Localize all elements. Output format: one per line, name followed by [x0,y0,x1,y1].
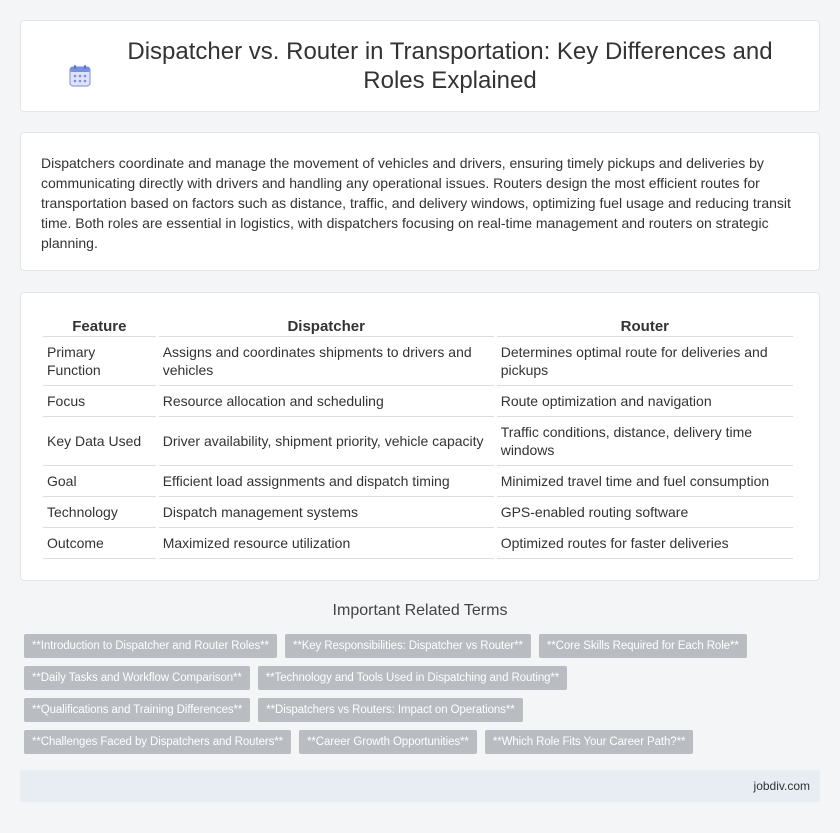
related-term-chip[interactable]: **Which Role Fits Your Career Path?** [485,730,694,754]
feature-cell: Goal [43,466,156,497]
header-dispatcher: Dispatcher [159,315,494,337]
feature-cell: Technology [43,497,156,528]
table-row [43,466,793,497]
related-term-chip[interactable]: **Introduction to Dispatcher and Router Roles** [24,634,277,658]
intro-paragraph: Dispatchers coordinate and manage the movement of vehicles and drivers, ensuring timely pickups and deliveries by communicating directly with drivers and handling any operational issues. Routers design the most efficient routes for transportation based on factors such as distance, traffic, and delivery windows, optimizing fuel usage and reducing transit time. Both roles are essential in logistics, with dispatchers focusing on real-time management and routers on strategic planning. [41,155,791,251]
chip-row [20,666,820,690]
feature-cell: Focus [43,386,156,417]
header-feature: Feature [43,315,156,337]
dispatcher-cell: Efficient load assignments and dispatch timing [159,466,494,497]
router-cell: GPS-enabled routing software [497,497,793,528]
chip-row [20,634,820,658]
router-cell: Route optimization and navigation [497,386,793,417]
dispatcher-cell: Maximized resource utilization [159,528,494,559]
related-term-chip[interactable]: **Challenges Faced by Dispatchers and Routers** [24,730,291,754]
dispatcher-cell: Driver availability, shipment priority, vehicle capacity [159,417,494,466]
table-row [43,386,793,417]
dispatcher-cell: Resource allocation and scheduling [159,386,494,417]
related-term-chip[interactable]: **Daily Tasks and Workflow Comparison** [24,666,250,690]
related-term-chip[interactable]: **Key Responsibilities: Dispatcher vs Router** [285,634,531,658]
page-title: Dispatcher vs. Router in Transportation: Key Differences and Roles Explained [127,38,773,94]
calendar-icon [67,63,93,89]
router-cell: Minimized travel time and fuel consumption [497,466,793,497]
table-row [43,528,793,559]
router-cell: Determines optimal route for deliveries and pickups [497,337,793,386]
footer [20,770,820,802]
table-header-row [43,315,793,337]
related-term-chip[interactable]: **Technology and Tools Used in Dispatching and Routing** [258,666,567,690]
related-term-chip[interactable]: **Qualifications and Training Differences** [24,698,250,722]
feature-cell: Key Data Used [43,417,156,466]
router-cell: Optimized routes for faster deliveries [497,528,793,559]
comparison-card [20,292,820,581]
table-row [43,497,793,528]
chip-row [20,698,820,722]
comparison-table [40,315,796,559]
table-row [43,417,793,466]
related-terms-title: Important Related Terms [332,602,508,619]
header-card [20,20,820,112]
feature-cell: Primary Function [43,337,156,386]
footer-site-link[interactable]: jobdiv.com [753,779,810,793]
related-term-chip[interactable]: **Dispatchers vs Routers: Impact on Operations** [258,698,522,722]
dispatcher-cell: Dispatch management systems [159,497,494,528]
feature-cell: Outcome [43,528,156,559]
related-term-chip[interactable]: **Core Skills Required for Each Role** [539,634,747,658]
router-cell: Traffic conditions, distance, delivery time windows [497,417,793,466]
related-terms-list [20,634,820,762]
header-router: Router [497,315,793,337]
related-term-chip[interactable]: **Career Growth Opportunities** [299,730,477,754]
table-row [43,337,793,386]
dispatcher-cell: Assigns and coordinates shipments to drivers and vehicles [159,337,494,386]
intro-card [20,132,820,271]
chip-row [20,730,820,754]
